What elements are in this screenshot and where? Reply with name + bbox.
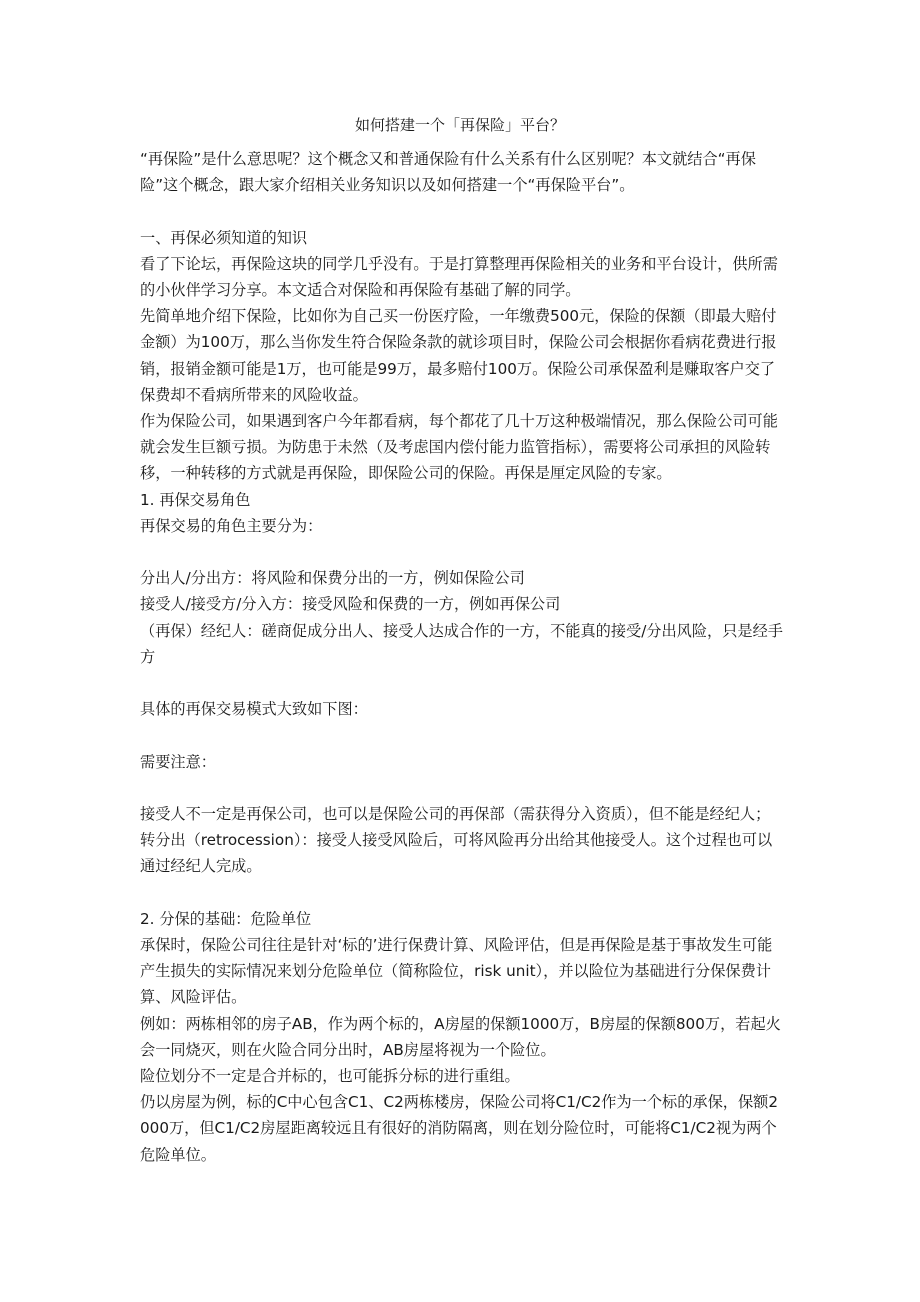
subsection-heading: 1. 再保交易角色 [140, 490, 251, 509]
paragraph: 作为保险公司，如果遇到客户今年都看病，每个都花了几十万这种极端情况，那么保险公司可能就会发生巨额亏损。为防患于未然（及考虑国内偿付能力监管指标），需要将公司承担的风险转移，一种转移的方式就是再保险，即保险公司的保险。再保是厘定风险的专家。 [140, 412, 778, 483]
paragraph: 需要注意： [140, 752, 216, 771]
section-heading: 一、再保必须知道的知识 [140, 228, 308, 247]
paragraph: 仍以房屋为例，标的C中心包含C1、C2两栋楼房，保险公司将C1/C2作为一个标的承保，保额2000万，但C1/C2房屋距离较远且有很好的消防隔离，则在划分险位时，可能将C1/C2视为两个危险单位。 [140, 1093, 779, 1164]
paragraph: 具体的再保交易模式大致如下图： [140, 700, 368, 719]
note-item: 转分出（retrocession）：接受人接受风险后，可将风险再分出给其他接受人。这个过程也可以通过经纪人完成。 [140, 831, 773, 876]
blank-line [140, 539, 786, 565]
blank-line [140, 198, 786, 224]
document-title: 如何搭建一个「再保险」平台？ [354, 116, 565, 134]
paragraph: 再保交易的角色主要分为： [140, 516, 323, 535]
blank-line [140, 880, 786, 906]
subsection-heading: 2. 分保的基础：危险单位 [140, 909, 312, 928]
role-item: 接受人/接受方/分入方：接受风险和保费的一方，例如再保公司 [140, 595, 561, 614]
blank-line [140, 775, 786, 801]
blank-line [140, 722, 786, 748]
paragraph: 先简单地介绍下保险，比如你为自己买一份医疗险，一年缴费500元，保险的保额（即最大赔付金额）为100万，那么当你发生符合保险条款的就诊项目时，保险公司会根据你看病花费进行报销，报销金额可能是1万，也可能是99万，最多赔付100万。保险公司承保盈利是赚取客户交了保费却不看病所带来的风险收益。 [140, 307, 777, 404]
role-item: 分出人/分出方：将风险和保费分出的一方，例如保险公司 [140, 569, 525, 588]
blank-line [140, 670, 786, 696]
intro-paragraph: “再保险”是什么意思呢？这个概念又和普通保险有什么关系有什么区别呢？本文就结合“再保险”这个概念，跟大家介绍相关业务知识以及如何搭建一个“再保险平台”。 [140, 150, 756, 195]
note-item: 接受人不一定是再保公司，也可以是保险公司的再保部（需获得分入资质），但不能是经纪人； [140, 805, 771, 823]
paragraph: 看了下论坛，再保险这块的同学几乎没有。于是打算整理再保险相关的业务和平台设计，供所需的小伙伴学习分享。本文适合对保险和再保险有基础了解的同学。 [140, 254, 778, 299]
paragraph: 承保时，保险公司往往是针对‘标的’进行保费计算、风险评估，但是再保险是基于事故发生可能产生损失的实际情况来划分危险单位（简称险位，risk unit），并以险位为基础进行分保保费计算、风险评估。 [140, 936, 773, 1007]
paragraph: 例如：两栋相邻的房子AB，作为两个标的，A房屋的保额1000万，B房屋的保额800万，若起火会一同烧灭，则在火险合同分出时，AB房屋将视为一个险位。 [140, 1014, 781, 1059]
document-body [140, 146, 786, 1168]
paragraph: 险位划分不一定是合并标的，也可能拆分标的进行重组。 [140, 1067, 520, 1086]
role-item: （再保）经纪人：磋商促成分出人、接受人达成合作的一方，不能真的接受/分出风险，只是经手方 [140, 621, 783, 666]
